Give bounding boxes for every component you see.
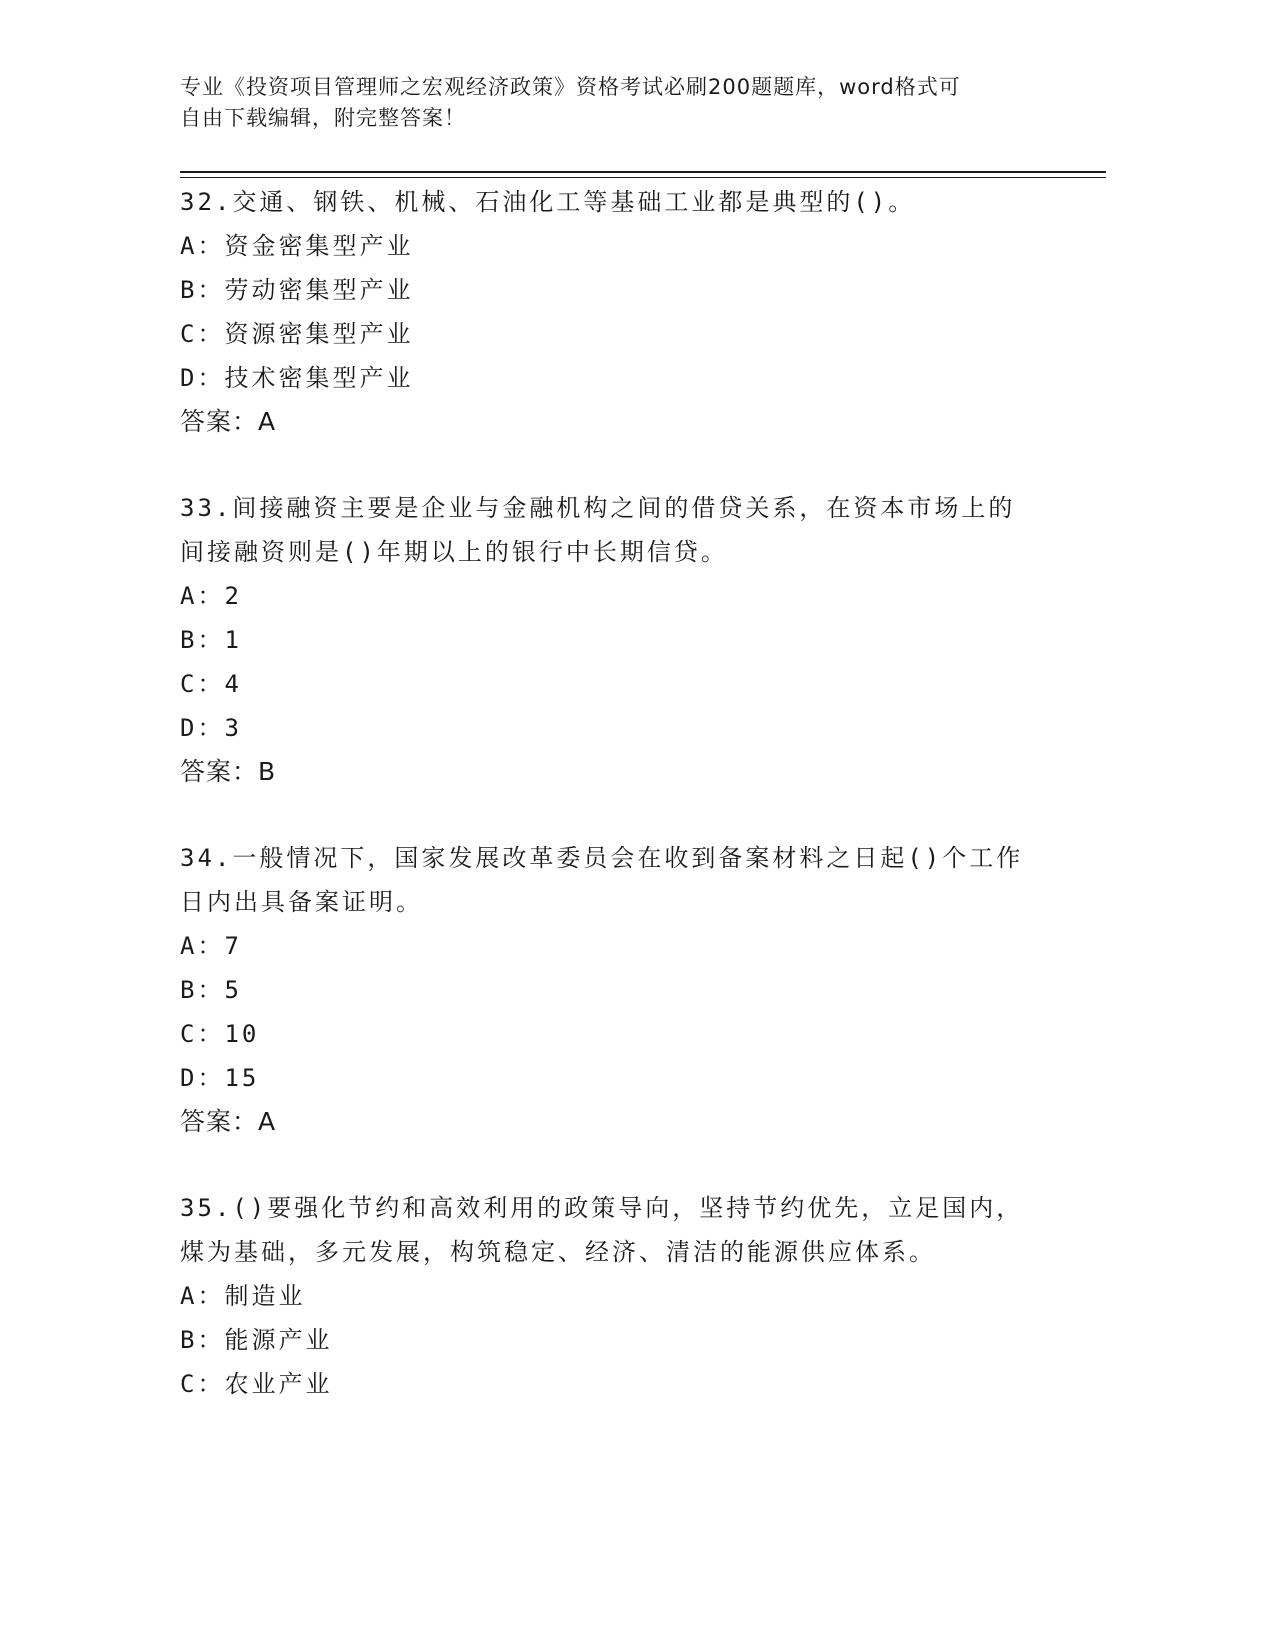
option-d: D：技术密集型产业	[180, 364, 414, 392]
option-a: A：2	[180, 582, 242, 610]
answer-line: 答案：B	[180, 757, 277, 786]
question-35	[180, 1186, 1060, 1406]
header-line-2: 自由下载编辑，附完整答案！	[180, 106, 466, 130]
header-divider-thick	[180, 171, 1106, 173]
option-c: C：4	[180, 670, 242, 698]
option-b: B：5	[180, 976, 242, 1004]
question-32	[180, 180, 1060, 444]
question-text-cont: 日内出具备案证明。	[180, 888, 423, 916]
header-divider-thin	[180, 177, 1106, 178]
option-b: B：能源产业	[180, 1326, 333, 1354]
header-line-1: 专业《投资项目管理师之宏观经济政策》资格考试必刷200题题库，word格式可	[180, 75, 961, 99]
option-a: A：7	[180, 932, 242, 960]
option-a: A：资金密集型产业	[180, 232, 414, 260]
question-list	[180, 180, 1060, 1448]
answer-line: 答案：A	[180, 407, 277, 436]
option-c: C：10	[180, 1020, 260, 1048]
document-header	[180, 72, 1040, 134]
option-b: B：1	[180, 626, 242, 654]
question-text-cont: 煤为基础，多元发展，构筑稳定、经济、清洁的能源供应体系。	[180, 1238, 936, 1266]
question-text: 32.交通、钢铁、机械、石油化工等基础工业都是典型的()。	[180, 188, 916, 216]
answer-line: 答案：A	[180, 1107, 277, 1136]
option-d: D：3	[180, 714, 242, 742]
question-text-cont: 间接融资则是()年期以上的银行中长期信贷。	[180, 538, 728, 566]
option-b: B：劳动密集型产业	[180, 276, 414, 304]
question-34	[180, 836, 1060, 1144]
question-text: 33.间接融资主要是企业与金融机构之间的借贷关系，在资本市场上的	[180, 494, 1016, 522]
question-text: 34.一般情况下，国家发展改革委员会在收到备案材料之日起()个工作	[180, 844, 1024, 872]
option-c: C：农业产业	[180, 1370, 333, 1398]
option-a: A：制造业	[180, 1282, 306, 1310]
option-d: D：15	[180, 1064, 260, 1092]
option-c: C：资源密集型产业	[180, 320, 414, 348]
question-33	[180, 486, 1060, 794]
question-text: 35.()要强化节约和高效利用的政策导向，坚持节约优先，立足国内，	[180, 1194, 1024, 1222]
